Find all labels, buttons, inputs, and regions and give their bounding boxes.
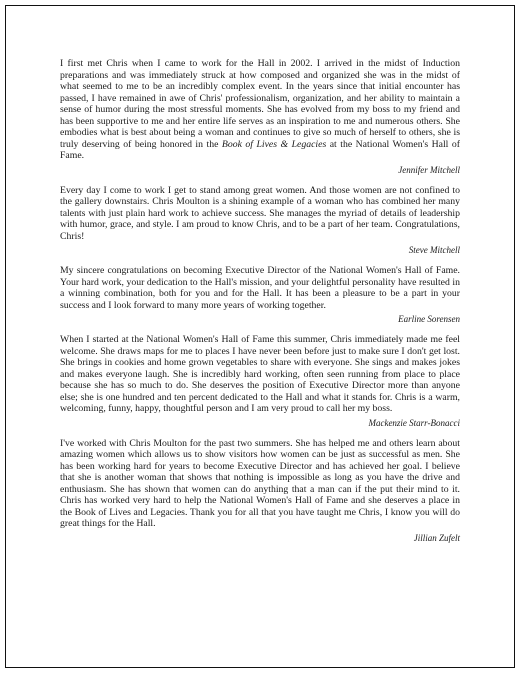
book-title: Book of Lives & Legacies	[221, 138, 327, 150]
tribute-entry	[60, 265, 460, 325]
tribute-list	[60, 58, 460, 553]
tribute-text: I've worked with Chris Moulton for the past two summers. She has helped me and others learn about amazing women which allows us to show visitors how women can be just as successful as men. She has been working hard for years to become Executive Director and has achieved her goal. I believe that she is another woman that shows that nothing is impossible as long as you have the drive and enthusiasm. She has shown that women can do anything that a man can if the put their mind to it. Chris has worked very hard to help the National Women's Hall of Fame and she deserves a place in the Book of Lives and Legacies. Thank you for all that you have taught me Chris, I know you will do great things for the Hall.	[60, 437, 460, 529]
signature: Earline Sorensen	[398, 314, 460, 324]
tribute-text: Every day I come to work I get to stand among great women. And those women are not confined to the gallery downstairs. Chris Moulton is a shining example of a woman who has combined her many talents with just plain hard work to achieve success. She manages the myriad of details of leadership with humor, grace, and style. I am proud to know Chris, and to be a part of her team. Congratulations, Chris!	[60, 184, 460, 242]
signature: Jennifer Mitchell	[398, 164, 460, 175]
tribute-text-part: I first met Chris when I came to work for the Hall in 2002. I arrived in the midst of Induction preparations and was immediately struck at how composed and organized she was in the midst of what seemed to me to be an incredibly complex event. In the years since that initial encounter has passed, I have remained in awe of Chris' professionalism, organization, and her ability to maintain a sense of humor during the most stressful moments. She has evolved from my boss to my friend and has been supportive to me and her entire life serves as an inspiration to me and numerous others. She embodies what is best about being a woman and continues to give so much of herself to others, she is truly deserving of being honored in the	[60, 58, 460, 150]
tribute-text	[60, 58, 460, 162]
tribute-text: My sincere congratulations on becoming Executive Director of the National Women's Hall of Fame. Your hard work, your dedication to the Hall's mission, and your delightful personality have resulted in a winning combination, both for you and for the Hall. It has been a pleasure to be a part in your success and I look forward to many more years of working together.	[60, 265, 460, 311]
tribute-text-part: at the National Women's Hall of Fame.	[60, 138, 460, 161]
signature: Steve Mitchell	[408, 245, 460, 255]
tribute-entry	[60, 185, 460, 257]
tribute-entry	[60, 334, 460, 429]
signature: Jillian Zufelt	[413, 532, 460, 543]
tribute-entry	[60, 438, 460, 544]
signature: Mackenzie Starr-Bonacci	[368, 417, 460, 428]
tribute-entry	[60, 58, 460, 176]
tribute-text: When I started at the National Women's Hall of Fame this summer, Chris immediately made me feel welcome. She draws maps for me to places I have never been before just to make sure I don't get lost. She brings in cookies and home grown vegetables to share with everyone. She sings and makes jokes and makes everyone laugh. She is incredibly hard working, often seen running from place to place because she has so much to do. She deserves the position of Executive Director more than anyone else; she is one hundred and ten percent dedicated to the Hall and what it stands for. Chris is a warm, welcoming, funny, happy, thoughtful person and I am very proud to call her my boss.	[60, 334, 460, 414]
